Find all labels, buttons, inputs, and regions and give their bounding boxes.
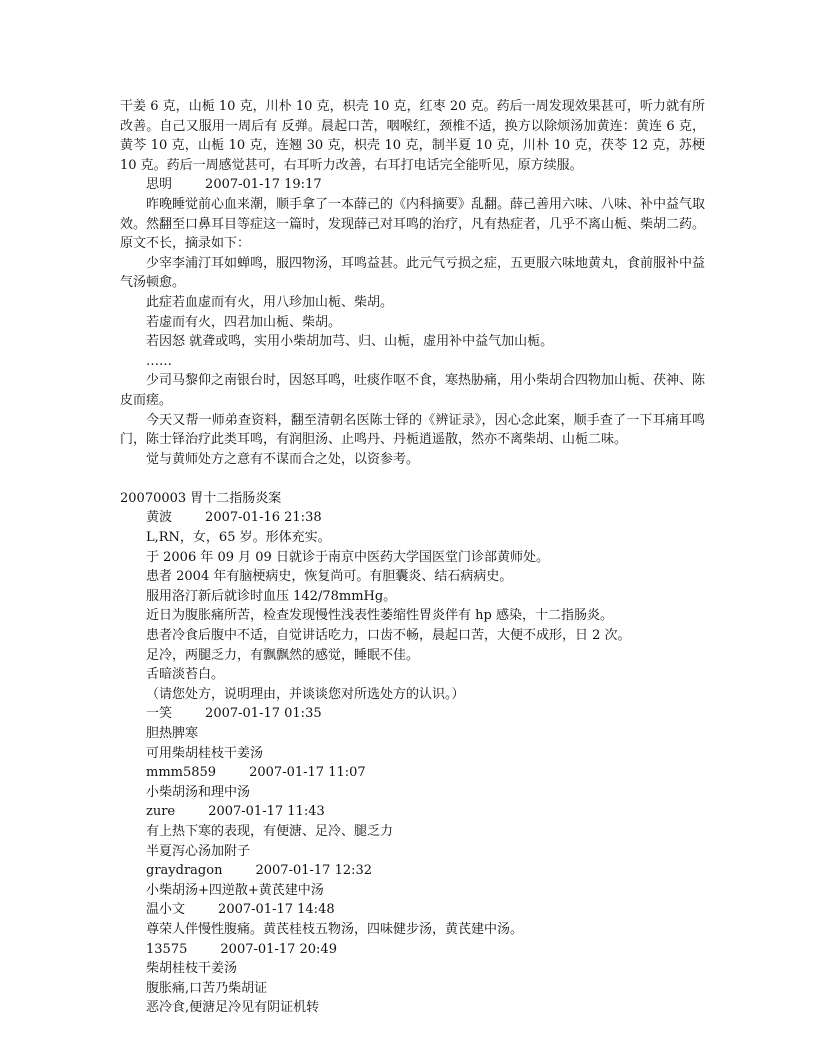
reply-line: 胆热脾寒: [146, 726, 199, 741]
top-paragraph: 干姜 6 克，山栀 10 克，川朴 10 克，枳壳 10 克，红枣 20 克。药后一周发现效果甚可，听力就有所改善。自己又服用一周后有 反弹。晨起口苦，咽喉红，颈椎不适，换方以除烦汤加黄连：黄连 6 克，黄芩 10 克，山栀 10 克，连翘 30 克，枳壳 10 克，制半夏 10 克，川朴 10 克，茯苓 12 克，苏梗 10 克。药后一周感觉甚可，右耳听力改善，右耳打电话完全能听见，原方续服。: [120, 99, 705, 173]
reply-paragraph: 今天又帮一师弟查资料，翻至清朝名医陈士铎的《辨证录》，因心念此案，顺手查了一下耳痛耳鸣门，陈士铎治疗此类耳鸣，有润胆汤、止鸣丹、丹栀逍遥散，然亦不离柴胡、山栀二味。: [120, 412, 705, 448]
reply-paragraph: 此症若血虚而有火，用八珍加山栀、柴胡。: [146, 294, 394, 310]
reply-list: [120, 704, 705, 1018]
reply-paragraph: 少司马黎仰之南银台时，因怒耳鸣，吐痰作呕不食，寒热胁痛，用小柴胡合四物加山栀、茯神、陈皮而瘥。: [120, 373, 706, 408]
reply-line: 可用柴胡桂枝干姜汤: [146, 745, 264, 761]
reply-header: 一笑 2007-01-17 01:35: [146, 706, 322, 722]
case-description: [120, 528, 705, 704]
reply-paragraph: 觉与黄师处方之意有不谋而合之处，以资参考。: [146, 451, 420, 467]
reply-line: 有上热下寒的表现，有便溏、足冷、腿乏力: [146, 823, 394, 839]
case-header: 黄波 2007-01-16 21:38: [146, 510, 322, 526]
reply-header: 13575 2007-01-17 20:49: [146, 941, 337, 957]
case-line: 舌暗淡苔白。: [146, 667, 225, 683]
reply-header: zure 2007-01-17 11:43: [146, 804, 325, 820]
reply-line: 恶冷食,便溏足冷见有阴证机转: [146, 1000, 320, 1016]
reply-paragraph: 少宰李浦汀耳如蝉鸣，服四物汤，耳鸣益甚。此元气亏损之症，五更服六味地黄丸，食前服补中益气汤顿愈。: [120, 255, 706, 291]
case-line: 患者冷食后腹中不适，自觉讲话吃力，口齿不畅，晨起口苦，大便不成形，日 2 次。: [146, 628, 631, 644]
case-line: 近日为腹胀痛所苦，检查发现慢性浅表性萎缩性胃炎伴有 hp 感染，十二指肠炎。: [146, 608, 613, 624]
case-line: （请您处方，说明理由，并谈谈您对所选处方的认识。）: [146, 686, 465, 702]
case-line: 足冷，两腿乏力，有飘飘然的感觉，睡眠不佳。: [146, 647, 420, 663]
reply-header: mmm5859 2007-01-17 11:07: [146, 765, 366, 781]
ellipsis: ……: [146, 353, 172, 369]
reply-paragraph: 若虚而有火，四君加山栀、柴胡。: [146, 314, 342, 330]
reply-line: 柴胡桂枝干姜汤: [146, 961, 238, 977]
case-line: L,RN，女，65 岁。形体充实。: [146, 530, 331, 546]
reply-header: graydragon 2007-01-17 12:32: [146, 863, 373, 879]
case-line: 患者 2004 年有脑梗病史，恢复尚可。有胆囊炎、结石病病史。: [146, 569, 513, 585]
reply-line: 小柴胡汤+四逆散+黄芪建中汤: [146, 882, 324, 898]
reply-paragraph: 昨晚睡觉前心血来潮，顺手拿了一本薛己的《内科摘要》乱翻。薛己善用六味、八味、补中益气取效。然翻至口鼻耳目等症这一篇时，发现薛己对耳鸣的治疗，凡有热症者，几乎不离山栀、柴胡二药。原文不长，摘录如下：: [120, 196, 706, 252]
document-page: [120, 97, 705, 1018]
reply-line: 小柴胡汤和理中汤: [146, 784, 251, 800]
case-line: 于 2006 年 09 月 09 日就诊于南京中医药大学国医堂门诊部黄师处。: [146, 549, 549, 565]
reply-header: 思明 2007-01-17 19:17: [146, 177, 322, 193]
reply-paragraph: 若因怒 就聋或鸣，实用小柴胡加芎、归、山栀，虚用补中益气加山栀。: [146, 334, 554, 350]
case-line: 服用洛汀新后就诊时血压 142/78mmHg。: [146, 588, 397, 604]
reply-line: 腹胀痛,口苦乃柴胡证: [146, 980, 268, 996]
reply-header: 温小文 2007-01-17 14:48: [146, 902, 335, 918]
reply-line: 尊荣人伴慢性腹痛。黄芪桂枝五物汤，四味健步汤，黄芪建中汤。: [146, 921, 524, 937]
spacer: [120, 469, 705, 489]
case-title: 20070003 胃十二指肠炎案: [120, 490, 282, 506]
reply-line: 半夏泻心汤加附子: [146, 843, 251, 859]
